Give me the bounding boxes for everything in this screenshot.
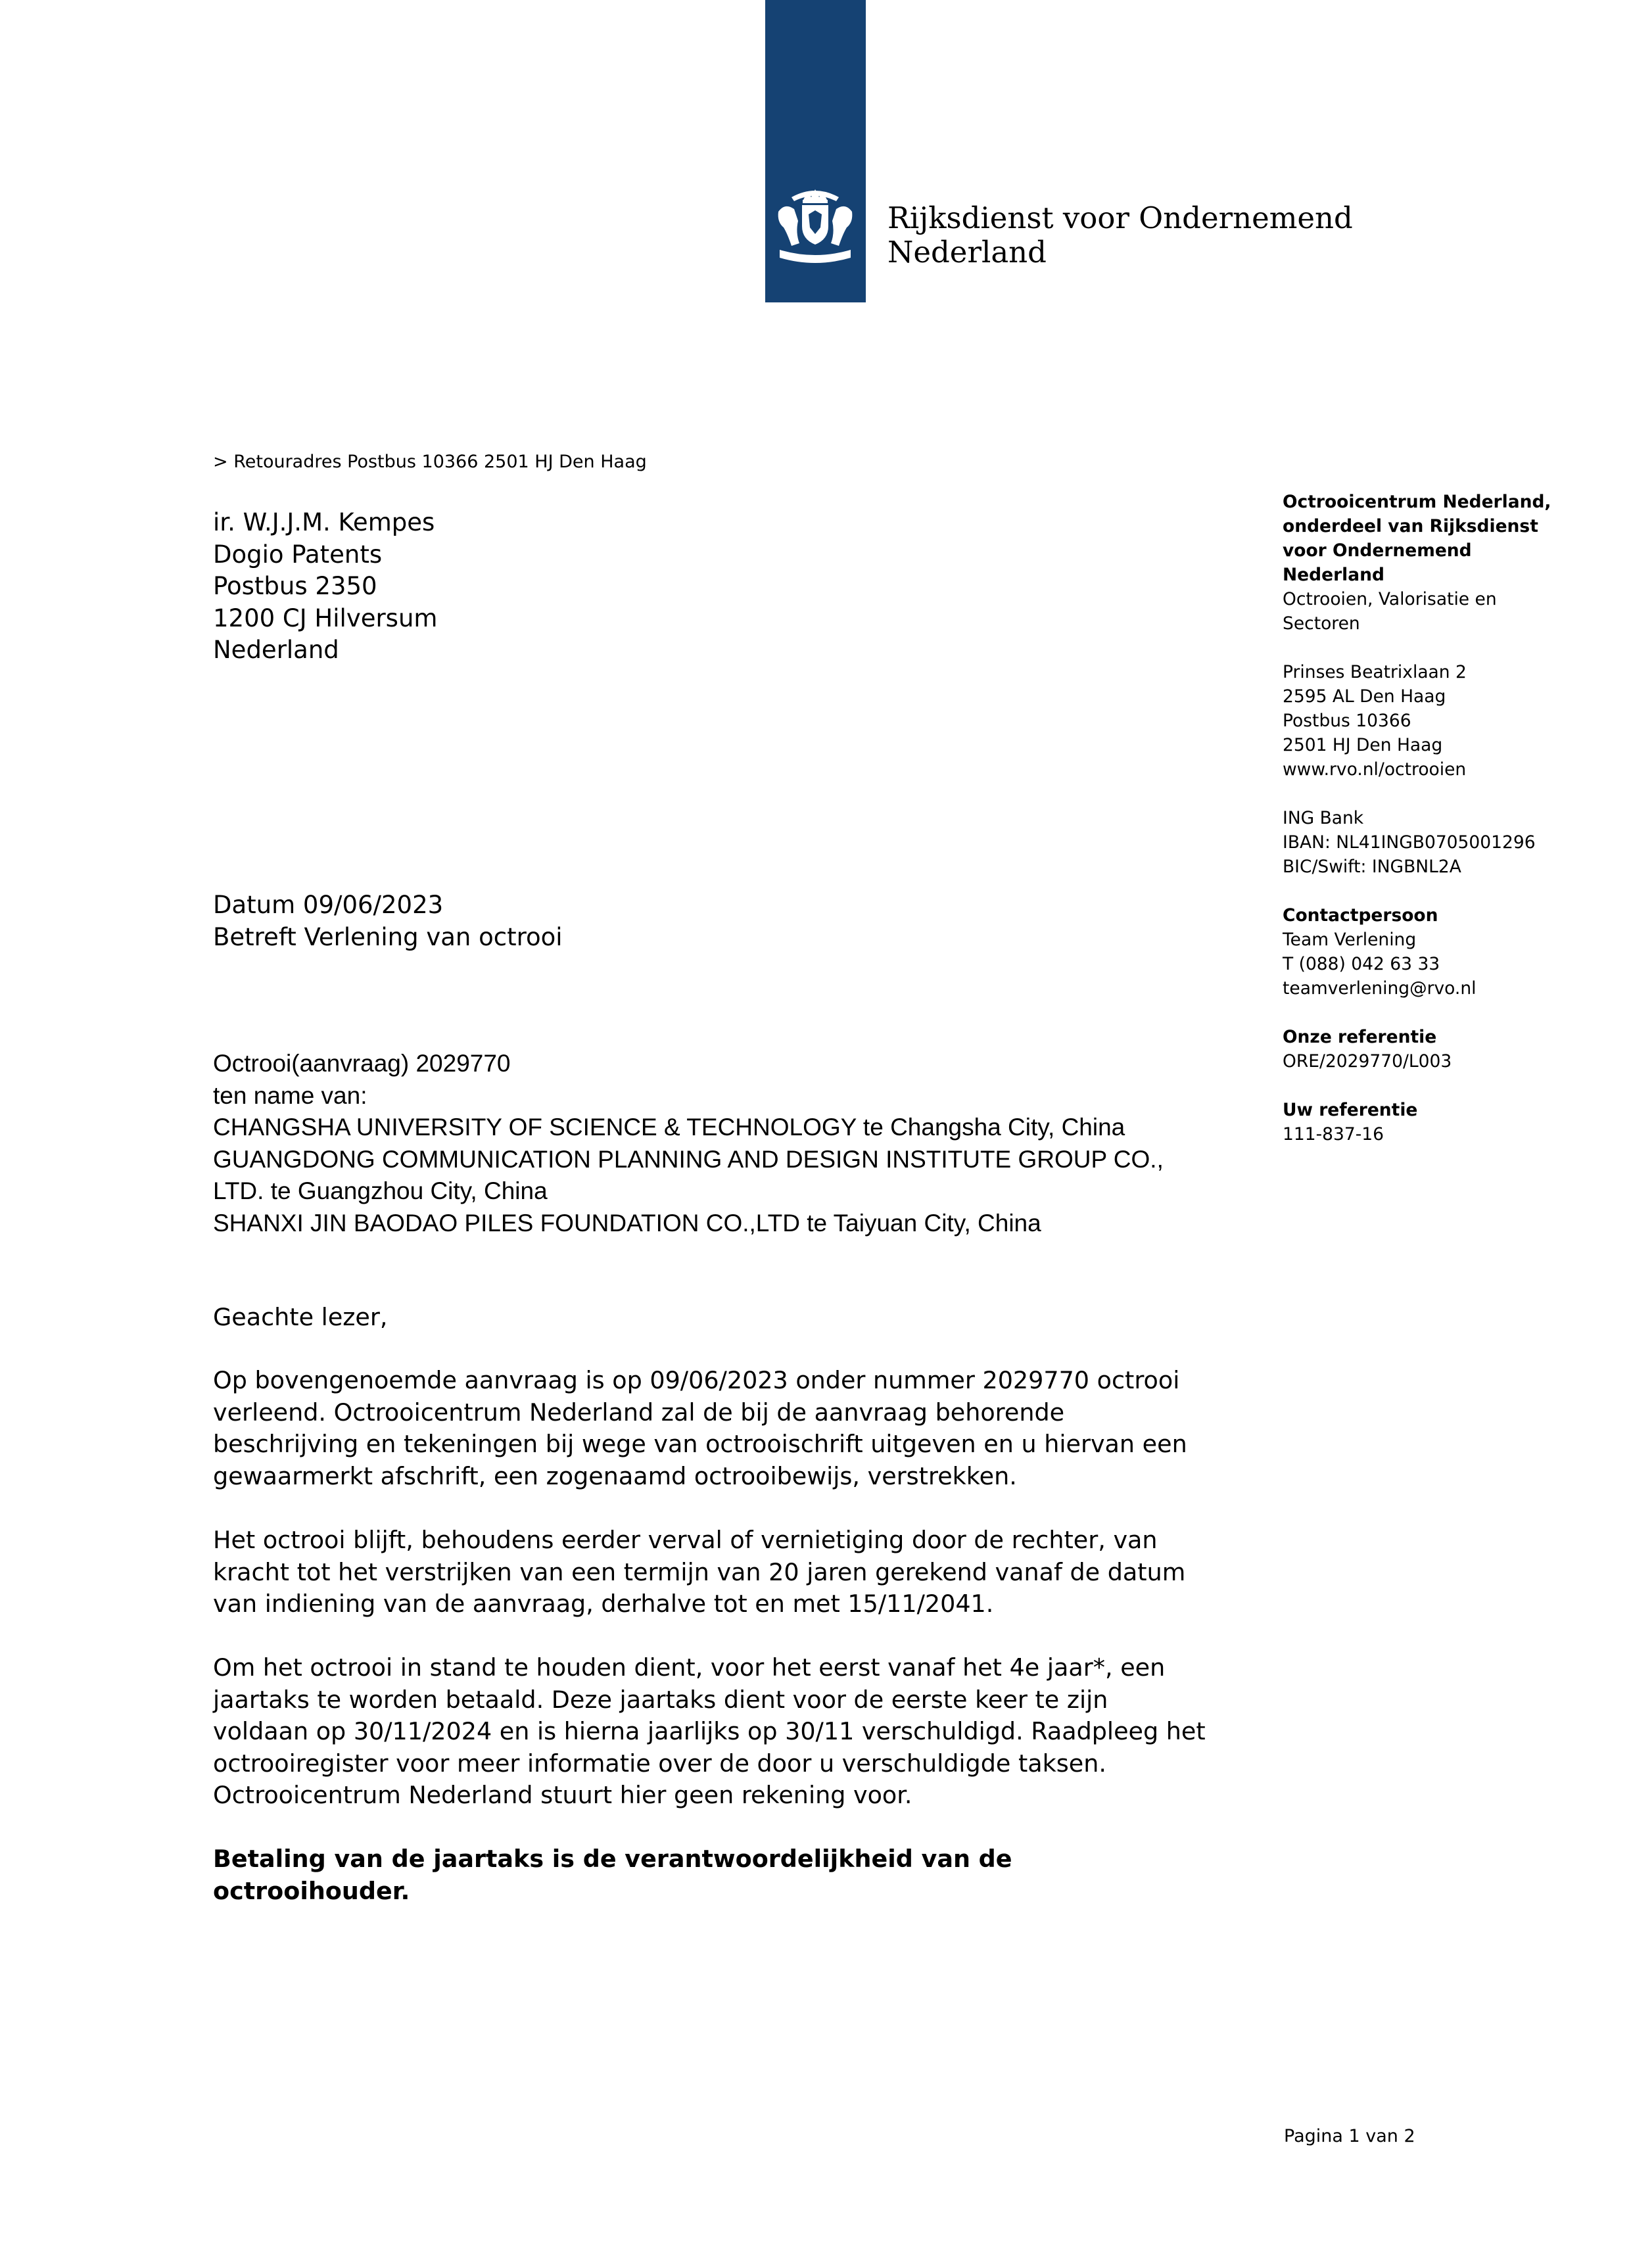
recipient-line: 1200 CJ Hilversum	[213, 603, 438, 632]
recipient-line: Dogio Patents	[213, 540, 383, 569]
paragraph-3	[213, 1652, 1265, 1812]
bank-line: BIC/Swift: INGBNL2A	[1283, 857, 1461, 877]
your-reference: 111-837-16	[1283, 1124, 1384, 1145]
subject-line: SHANXI JIN BAODAO PILES FOUNDATION CO.,LTD te Taiyuan City, China	[213, 1209, 1041, 1237]
sender-address-line: Prinses Beatrixlaan 2	[1283, 662, 1467, 682]
recipient-line: ir. W.J.J.M. Kempes	[213, 508, 435, 536]
org-name-line1: Rijksdienst voor Ondernemend	[887, 201, 1353, 235]
sender-org-line: voor Ondernemend	[1283, 540, 1472, 561]
subject-line: LTD. te Guangzhou City, China	[213, 1177, 548, 1204]
your-reference-block	[1283, 1098, 1598, 1146]
subject-line: ten name van:	[213, 1081, 367, 1109]
our-reference: ORE/2029770/L003	[1283, 1051, 1452, 1072]
recipient-line: Nederland	[213, 636, 339, 664]
paragraph-4-emphasis	[213, 1843, 1265, 1907]
paragraph-line: jaartaks te worden betaald. Deze jaartaks dient voor de eerste keer te zijn	[213, 1685, 1108, 1714]
our-reference-label: Onze referentie	[1283, 1027, 1437, 1047]
salutation: Geachte lezer,	[213, 1303, 388, 1331]
date-line: Datum 09/06/2023	[213, 891, 444, 919]
return-address: > Retouradres Postbus 10366 2501 HJ Den Haag	[213, 452, 647, 472]
paragraph-line: voldaan op 30/11/2024 en is hierna jaarlijks op 30/11 verschuldigd. Raadpleeg het	[213, 1717, 1206, 1745]
paragraph-line: verleend. Octrooicentrum Nederland zal de bij de aanvraag behorende	[213, 1398, 1065, 1427]
contact-email[interactable]: teamverlening@rvo.nl	[1283, 978, 1477, 999]
sender-org-line: onderdeel van Rijksdienst	[1283, 516, 1538, 536]
sender-website[interactable]: www.rvo.nl/octrooien	[1283, 759, 1467, 780]
sender-address-line: Postbus 10366	[1283, 711, 1411, 731]
paragraph-line: gewaarmerkt afschrift, een zogenaamd octrooibewijs, verstrekken.	[213, 1461, 1017, 1490]
paragraph-line: Om het octrooi in stand te houden dient, voor het eerst vanaf het 4e jaar*, een	[213, 1653, 1166, 1682]
paragraph-2	[213, 1524, 1265, 1620]
subject-line: CHANGSHA UNIVERSITY OF SCIENCE & TECHNOLOGY te Changsha City, China	[213, 1114, 1125, 1141]
paragraph-line: Het octrooi blijft, behoudens eerder verval of vernietiging door de rechter, van	[213, 1526, 1158, 1554]
coat-of-arms-icon	[765, 0, 866, 302]
sender-org-line: Nederland	[1283, 565, 1384, 585]
logo-bar	[765, 0, 866, 302]
your-reference-label: Uw referentie	[1283, 1100, 1418, 1120]
contact-label: Contactpersoon	[1283, 905, 1438, 926]
sender-address	[1283, 660, 1598, 782]
paragraph-line: Op bovengenoemde aanvraag is op 09/06/2023 onder nummer 2029770 octrooi	[213, 1366, 1180, 1394]
sender-dept-line: Sectoren	[1283, 613, 1360, 634]
our-reference-block	[1283, 1025, 1598, 1074]
sender-org	[1283, 490, 1598, 636]
paragraph-1	[213, 1365, 1265, 1492]
sender-address-line: 2501 HJ Den Haag	[1283, 735, 1443, 755]
subject-line: GUANGDONG COMMUNICATION PLANNING AND DESIGN INSTITUTE GROUP CO.,	[213, 1145, 1164, 1173]
patent-subject	[213, 1048, 1164, 1239]
betreft-line: Betreft Verlening van octrooi	[213, 922, 563, 951]
date-subject-block	[213, 889, 563, 953]
paragraph-line: beschrijving en tekeningen bij wege van octrooischrift uitgeven en u hiervan een	[213, 1430, 1187, 1458]
sender-dept-line: Octrooien, Valorisatie en	[1283, 589, 1497, 609]
paragraph-line: kracht tot het verstrijken van een termijn van 20 jaren gerekend vanaf de datum	[213, 1557, 1186, 1586]
recipient-address	[213, 507, 437, 667]
page-number: Pagina 1 van 2	[1284, 2126, 1415, 2146]
paragraph-line: Octrooicentrum Nederland stuurt hier geen rekening voor.	[213, 1781, 912, 1809]
sender-org-line: Octrooicentrum Nederland,	[1283, 492, 1551, 512]
bank-line: IBAN: NL41INGB0705001296	[1283, 832, 1536, 853]
contact-block	[1283, 903, 1598, 1001]
paragraph-line: octrooiregister voor meer informatie over de door u verschuldigde taksen.	[213, 1749, 1106, 1778]
contact-phone: T (088) 042 63 33	[1283, 954, 1440, 974]
org-wordmark	[887, 201, 1353, 270]
paragraph-line: Betaling van de jaartaks is de verantwoordelijkheid van de	[213, 1845, 1012, 1873]
paragraph-line: van indiening van de aanvraag, derhalve tot en met 15/11/2041.	[213, 1590, 994, 1618]
sender-address-line: 2595 AL Den Haag	[1283, 686, 1446, 707]
sender-bank	[1283, 806, 1598, 879]
org-name-line2: Nederland	[887, 235, 1047, 270]
recipient-line: Postbus 2350	[213, 572, 377, 600]
paragraph-line: octrooihouder.	[213, 1876, 410, 1905]
contact-line: Team Verlening	[1283, 930, 1417, 950]
bank-line: ING Bank	[1283, 808, 1364, 828]
subject-line: Octrooi(aanvraag) 2029770	[213, 1050, 511, 1077]
